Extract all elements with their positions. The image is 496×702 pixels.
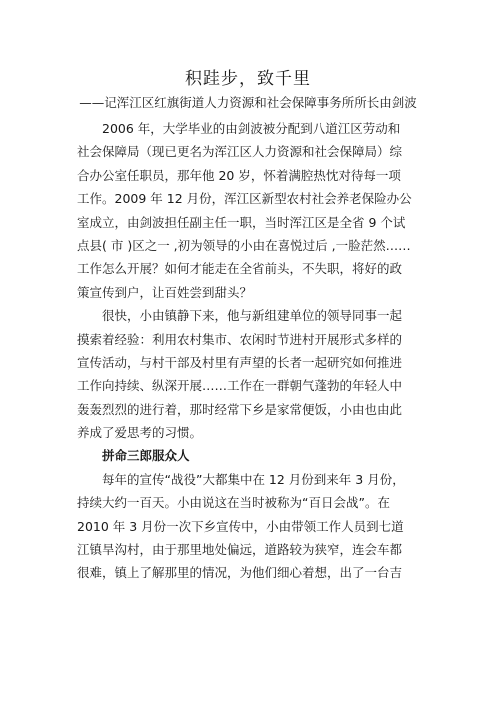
text-line: 策宣传到户，让百姓尝到甜头？: [77, 284, 253, 300]
text-line: 室成立，由剑波担任副主任一职，当时浑江区是全省 9 个试: [77, 214, 406, 230]
text-line: 2010 年 3 月份一次下乡宣传中，小由带领工作人员到七道: [77, 518, 404, 534]
text-line: 很快，小由镇静下来，他与新组建单位的领导同事一起: [77, 308, 403, 324]
text-line: 宣传活动，与村干部及村里有声望的长者一起研究如何推进: [77, 354, 403, 370]
text-line: 养成了爱思考的习惯。: [77, 425, 203, 441]
text-line: 每年的宣传“战役”大都集中在 12 月份到来年 3 月份，: [77, 471, 405, 487]
text-line: 工作。2009 年 12 月份，浑江区新型农村社会养老保险办公: [77, 191, 412, 207]
paragraph-3: [77, 468, 429, 585]
text-line: 合办公室任职员，那年他 20 岁，怀着满腔热忱对待每一项: [77, 167, 401, 183]
text-line: 工作向持续、纵深开展……工作在一群朝气蓬勃的年轻人中: [77, 378, 403, 394]
text-line: 点县( 市 )区之一 ,初为领导的小由在喜悦过后 ,一脸茫然……: [77, 237, 411, 253]
text-line: 摸索着经验：利用农村集市、农闲时节进村开展形式多样的: [77, 331, 403, 347]
text-line: 社会保障局（现已更名为浑江区人力资源和社会保障局）综: [77, 144, 403, 160]
text-line: 持续大约一百天。小由说这在当时被称为“百日会战”。在: [77, 495, 390, 511]
text-line: 轰轰烈烈的进行着，那时经常下乡是家常便饭，小由也由此: [77, 401, 403, 417]
text-line: 2006 年，大学毕业的由剑波被分配到八道江区劳动和: [77, 121, 401, 136]
article-title: 积跬步，致千里: [185, 69, 311, 89]
article-body: [77, 117, 429, 585]
article-subtitle: ——记浑江区红旗街道人力资源和社会保障事务所所长由剑波: [79, 95, 417, 110]
section-heading: 拼命三郎服众人: [77, 448, 190, 464]
text-line: 工作怎么开展？如何才能走在全省前头，不失职，将好的政: [77, 261, 403, 277]
paragraph-1: [77, 117, 429, 304]
text-line: 很难，镇上了解那里的情况，为他们细心着想，出了一台吉: [77, 565, 403, 581]
text-line: 江镇旱沟村，由于那里地处偏远，道路较为狭窄，连会车都: [77, 542, 403, 558]
paragraph-2: [77, 304, 429, 444]
